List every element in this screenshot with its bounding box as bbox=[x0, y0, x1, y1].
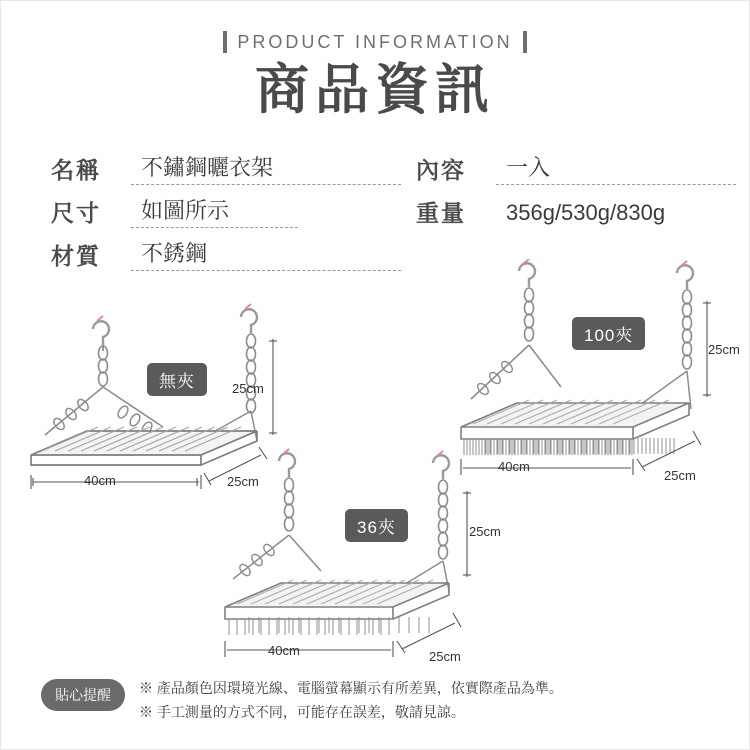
footer-note bbox=[1, 677, 749, 725]
spec-label: 材質 bbox=[51, 243, 101, 269]
rack-plain-height-label: 25cm bbox=[232, 381, 264, 396]
footer-text bbox=[139, 677, 563, 725]
spec-table bbox=[1, 151, 749, 269]
spec-row bbox=[51, 151, 401, 185]
spec-row bbox=[416, 194, 736, 228]
spec-value: 不鏽鋼曬衣架 bbox=[141, 155, 274, 180]
footer-line: ※ 手工測量的方式不同，可能存在誤差，敬請見諒。 bbox=[139, 704, 465, 721]
spec-value: 不銹鋼 bbox=[141, 241, 208, 266]
rack-plain-badge: 無夾 bbox=[147, 363, 207, 396]
spec-value: 如圖所示 bbox=[141, 198, 230, 223]
rack-plain bbox=[31, 304, 277, 489]
spec-row bbox=[51, 194, 401, 228]
page-title: 商品資訊 bbox=[255, 60, 495, 120]
rack-36 bbox=[225, 449, 471, 657]
bar-left-icon bbox=[223, 31, 227, 53]
bar-right-icon bbox=[523, 31, 527, 53]
spec-row bbox=[416, 151, 736, 185]
spec-label: 內容 bbox=[416, 157, 466, 183]
rack-36-badge: 36夾 bbox=[345, 509, 408, 542]
eyebrow-text: PRODUCT INFORMATION bbox=[237, 31, 513, 52]
rack-100-badge: 100夾 bbox=[572, 317, 645, 350]
rack-100-height-label: 25cm bbox=[708, 342, 740, 357]
spec-underline bbox=[496, 184, 736, 185]
rack-100 bbox=[461, 259, 711, 475]
spec-column-right bbox=[416, 151, 736, 237]
spec-label: 重量 bbox=[416, 200, 466, 226]
rack-36-depth-label: 25cm bbox=[429, 649, 461, 664]
rack-36-width-label: 40cm bbox=[268, 643, 300, 658]
spec-value: 一入 bbox=[506, 155, 551, 180]
rack-plain-depth-label: 25cm bbox=[227, 474, 259, 489]
product-diagram bbox=[1, 259, 750, 689]
rack-36-height-label: 25cm bbox=[469, 524, 501, 539]
rack-100-depth-label: 25cm bbox=[664, 468, 696, 483]
footer-line: ※ 產品顏色因環境光線、電腦螢幕顯示有所差異，依實際產品為準。 bbox=[139, 680, 563, 697]
footer-badge: 貼心提醒 bbox=[41, 679, 125, 711]
rack-plain-width-label: 40cm bbox=[84, 473, 116, 488]
page-header bbox=[1, 1, 749, 121]
spec-underline bbox=[131, 184, 401, 185]
spec-underline bbox=[131, 227, 298, 228]
spec-label: 名稱 bbox=[51, 157, 101, 183]
eyebrow-line bbox=[1, 31, 749, 53]
spec-value: 356g/530g/830g bbox=[506, 200, 666, 225]
spec-label: 尺寸 bbox=[51, 200, 101, 226]
rack-100-width-label: 40cm bbox=[498, 459, 530, 474]
